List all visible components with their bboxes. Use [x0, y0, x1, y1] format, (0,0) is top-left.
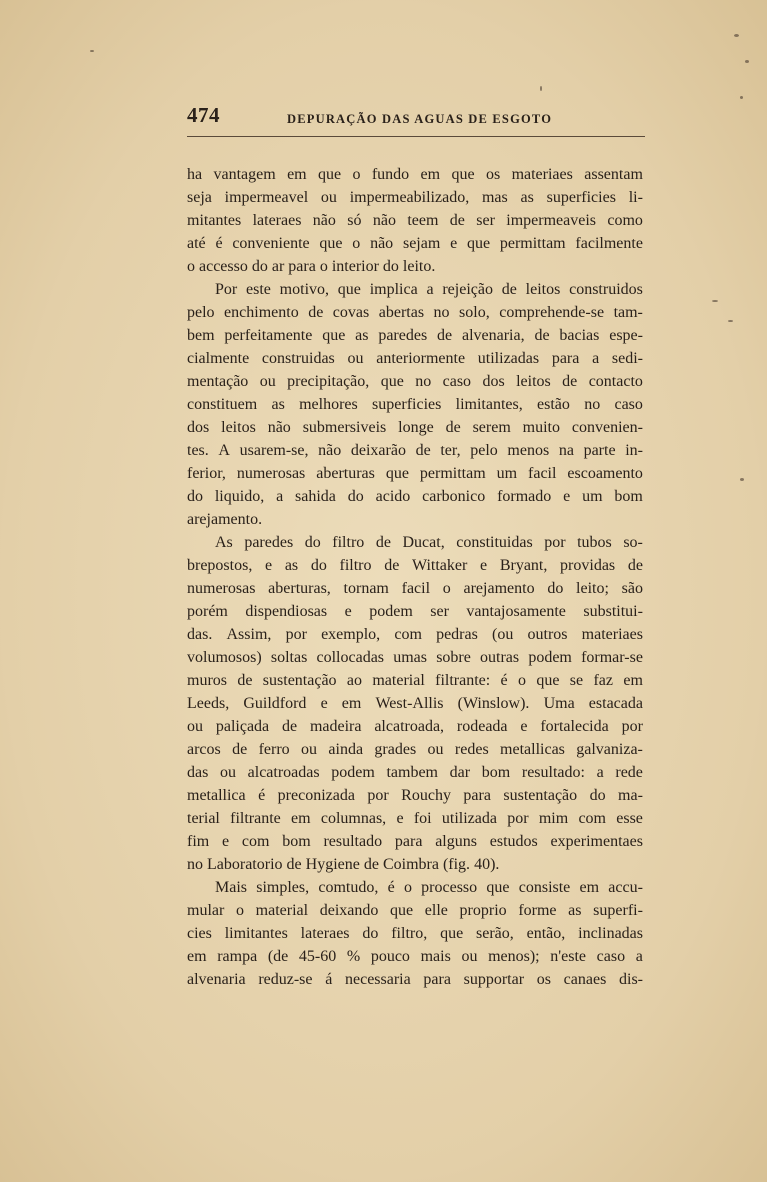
text-line: porém dispendiosas e podem ser vantajosamente substitui- [187, 603, 643, 620]
text-line: Leeds, Guildford e em West-Allis (Winslow). Uma estacada [187, 695, 643, 712]
text-line: ou paliçada de madeira alcatroada, rodeada e fortalecida por [187, 718, 643, 735]
paper-speck [740, 478, 744, 481]
text-line: arejamento. [187, 511, 263, 528]
paper-speck [734, 34, 739, 37]
text-line: em rampa (de 45-60 % pouco mais ou menos); n'este caso a [187, 948, 643, 965]
text-line: Por este motivo, que implica a rejeição de leitos construidos [215, 281, 643, 298]
text-line: cialmente construidas ou anteriormente utilizadas para a sedi- [187, 350, 643, 367]
text-line: muros de sustentação ao material filtrante: é o que se faz em [187, 672, 643, 689]
text-line: mentação ou precipitação, que no caso dos leitos de contacto [187, 373, 643, 390]
paper-speck [728, 320, 733, 322]
text-line: bem perfeitamente que as paredes de alvenaria, de bacias espe- [187, 327, 643, 344]
text-line: tes. A usarem-se, não deixarão de ter, pelo menos na parte in- [187, 442, 643, 459]
page-number: 474 [187, 103, 220, 127]
text-line: terial filtrante em columnas, e foi utilizada por mim com esse [187, 810, 643, 827]
text-line: até é conveniente que o não sejam e que permittam facilmente [187, 235, 643, 252]
text-line: metallica é preconizada por Rouchy para sustentação do ma- [187, 787, 643, 804]
text-line: cies limitantes lateraes do filtro, que serão, então, inclinadas [187, 925, 643, 942]
text-line: Mais simples, comtudo, é o processo que consiste em accu- [215, 879, 643, 896]
text-line: constituem as melhores superficies limitantes, estão no caso [187, 396, 643, 413]
text-line: pelo enchimento de covas abertas no solo, comprehende-se tam- [187, 304, 643, 321]
text-line: fim e com bom resultado para alguns estudos experimentaes [187, 833, 643, 850]
text-line: ha vantagem em que o fundo em que os materiaes assentam [187, 166, 643, 183]
paper-speck [712, 300, 718, 302]
text-line: dos leitos não submersiveis longe de serem muito convenien- [187, 419, 643, 436]
text-line: mitantes lateraes não só não teem de ser impermeaveis como [187, 212, 643, 229]
text-line: ferior, numerosas aberturas que permittam um facil escoamento [187, 465, 643, 482]
text-line: das ou alcatroadas podem tambem dar bom resultado: a rede [187, 764, 643, 781]
text-line: alvenaria reduz-se á necessaria para supportar os canaes dis- [187, 971, 643, 988]
text-line: As paredes do filtro de Ducat, constituidas por tubos so- [215, 534, 643, 551]
text-line: o accesso do ar para o interior do leito. [187, 258, 436, 275]
text-line: arcos de ferro ou ainda grades ou redes metallicas galvaniza- [187, 741, 643, 758]
text-line: volumosos) soltas collocadas umas sobre outras podem formar-se [187, 649, 643, 666]
paper-speck [745, 60, 749, 63]
text-line: do liquido, a sahida do acido carbonico formado e um bom [187, 488, 643, 505]
text-line: numerosas aberturas, tornam facil o arejamento do leito; são [187, 580, 643, 597]
text-line: brepostos, e as do filtro de Wittaker e Bryant, providas de [187, 557, 643, 574]
body-text [187, 163, 643, 991]
text-line: seja impermeavel ou impermeabilizado, mas as superficies li- [187, 189, 643, 206]
text-line: mular o material deixando que elle proprio forme as superfi- [187, 902, 643, 919]
paper-speck [540, 86, 542, 91]
paper-speck [740, 96, 743, 99]
text-line: das. Assim, por exemplo, com pedras (ou outros materiaes [187, 626, 643, 643]
running-title: DEPURAÇÃO DAS AGUAS DE ESGOTO [287, 112, 553, 126]
paper-speck [90, 50, 94, 52]
page-header [187, 100, 645, 137]
text-line: no Laboratorio de Hygiene de Coimbra (fig. 40). [187, 856, 500, 873]
